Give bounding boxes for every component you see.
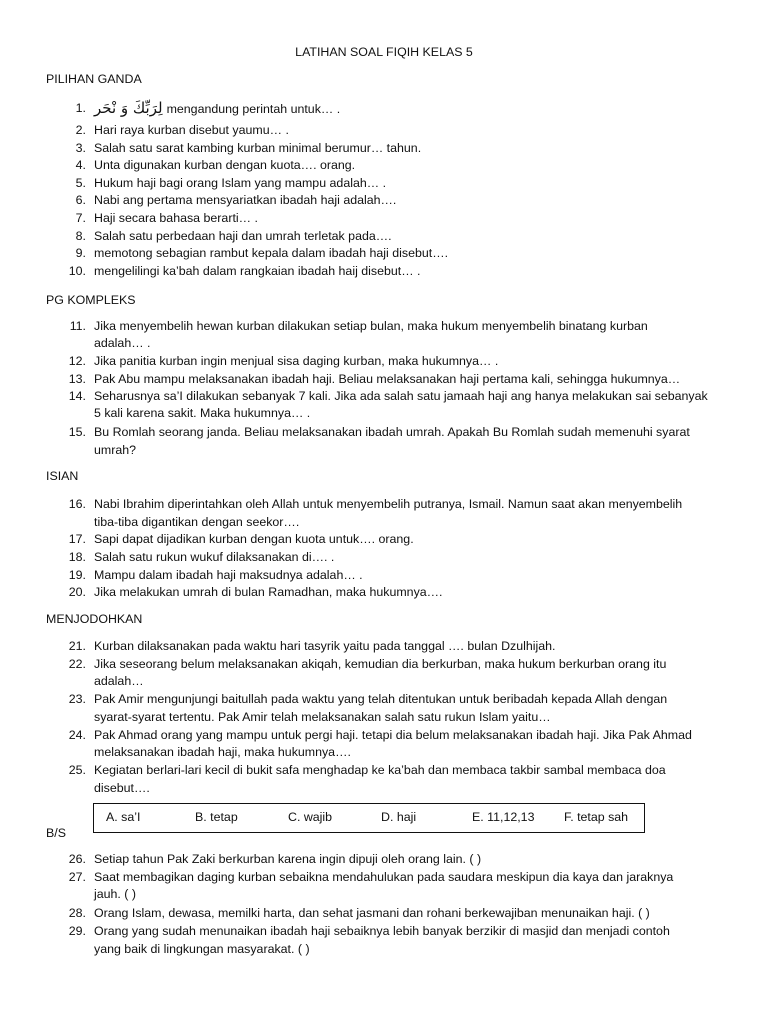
section-heading-pg-kompleks: PG KOMPLEKS bbox=[46, 293, 136, 307]
option-c: C. wajib bbox=[288, 810, 333, 824]
question-number: 26. bbox=[68, 852, 86, 866]
question-number: 8. bbox=[75, 229, 86, 243]
question-number: 16. bbox=[68, 497, 86, 511]
question-number: 6. bbox=[75, 193, 86, 207]
question-text: Salah satu perbedaan haji dan umrah terletak pada…. bbox=[94, 229, 392, 243]
question-text: Haji secara bahasa berarti… . bbox=[94, 211, 258, 225]
question-text: mengelilingi ka’bah dalam rangkaian ibadah haij disebut… . bbox=[94, 264, 421, 278]
question-text: Jika panitia kurban ingin menjual sisa daging kurban, maka hukumnya… . bbox=[94, 354, 499, 368]
question-number: 27. bbox=[68, 870, 86, 884]
question-text: Seharusnya sa’I dilakukan sebanyak 7 kali. Jika ada salah satu jamaah haji ang hanya melakukan sai sebanyak bbox=[94, 389, 708, 403]
question-text: Pak Ahmad orang yang mampu untuk pergi haji. tetapi dia belum melaksanakan ibadah haji. Jika Pak Ahmad bbox=[94, 728, 692, 742]
question-number: 15. bbox=[68, 425, 86, 439]
arabic-verse: لِرَبِّكَ وَ نْحَر bbox=[94, 99, 163, 117]
question-number: 1. bbox=[75, 101, 86, 115]
question-text: Saat membagikan daging kurban sebaikna mendahulukan pada saudara meskipun dia kaya dan jaraknya bbox=[94, 870, 674, 884]
question-text: Pak Abu mampu melaksanakan ibadah haji. Beliau melaksanakan haji pertama kali, sehingga hukumnya… bbox=[94, 372, 681, 386]
question-text: memotong sebagian rambut kepala dalam ibadah haji disebut…. bbox=[94, 246, 449, 260]
question-number: 25. bbox=[68, 763, 86, 777]
question-text: adalah… . bbox=[94, 336, 151, 350]
question-text: mengandung perintah untuk… . bbox=[166, 102, 341, 116]
question-text: Salah satu sarat kambing kurban minimal berumur… tahun. bbox=[94, 141, 422, 155]
question-text: 5 kali karena sakit. Maka hukumnya… . bbox=[94, 406, 311, 420]
question-text: Hari raya kurban disebut yaumu… . bbox=[94, 123, 289, 137]
section-heading-bs: B/S bbox=[46, 826, 66, 840]
question-number: 24. bbox=[68, 728, 86, 742]
question-number: 5. bbox=[75, 176, 86, 190]
question-text: Kurban dilaksanakan pada waktu hari tasyrik yaitu pada tanggal …. bulan Dzulhijah. bbox=[94, 639, 556, 653]
question-text: Salah satu rukun wukuf dilaksanakan di…. . bbox=[94, 550, 335, 564]
question-text: Bu Romlah seorang janda. Beliau melaksanakan ibadah umrah. Apakah Bu Romlah sudah memenuhi syarat bbox=[94, 425, 690, 439]
question-text: umrah? bbox=[94, 443, 137, 457]
option-a: A. sa’I bbox=[106, 810, 141, 824]
option-d: D. haji bbox=[381, 810, 417, 824]
answer-options-box bbox=[93, 803, 645, 833]
question-text: tiba-tiba digantikan dengan seekor…. bbox=[94, 515, 300, 529]
question-text: Mampu dalam ibadah haji maksudnya adalah… . bbox=[94, 568, 363, 582]
question-number: 4. bbox=[75, 158, 86, 172]
question-text: Jika melakukan umrah di bulan Ramadhan, maka hukumnya…. bbox=[94, 585, 443, 599]
question-text: Nabi ang pertama mensyariatkan ibadah haji adalah…. bbox=[94, 193, 397, 207]
question-number: 14. bbox=[68, 389, 86, 403]
question-text: Sapi dapat dijadikan kurban dengan kuota untuk…. orang. bbox=[94, 532, 414, 546]
question-number: 21. bbox=[68, 639, 86, 653]
question-number: 10. bbox=[68, 264, 86, 278]
question-text: Unta digunakan kurban dengan kuota…. orang. bbox=[94, 158, 356, 172]
question-text: Jika menyembelih hewan kurban dilakukan setiap bulan, maka hukum menyembelih binatang kurban bbox=[94, 319, 648, 333]
question-text: disebut…. bbox=[94, 781, 150, 795]
page-title: LATIHAN SOAL FIQIH KELAS 5 bbox=[295, 45, 473, 59]
question-number: 19. bbox=[68, 568, 86, 582]
question-text: Nabi Ibrahim diperintahkan oleh Allah untuk menyembelih putranya, Ismail. Namun saat akan menyembelih bbox=[94, 497, 683, 511]
option-b: B. tetap bbox=[195, 810, 238, 824]
question-number: 28. bbox=[68, 906, 86, 920]
question-text: jauh. ( ) bbox=[94, 887, 137, 901]
question-number: 22. bbox=[68, 657, 86, 671]
question-number: 2. bbox=[75, 123, 86, 137]
question-text: Orang Islam, dewasa, memilki harta, dan sehat jasmani dan rohani berkewajiban menunaikan haji. ( ) bbox=[94, 906, 650, 920]
section-heading-menjodohkan: MENJODOHKAN bbox=[46, 612, 143, 626]
question-number: 7. bbox=[75, 211, 86, 225]
question-text: adalah… bbox=[94, 674, 144, 688]
question-text: Hukum haji bagi orang Islam yang mampu adalah… . bbox=[94, 176, 387, 190]
section-heading-isian: ISIAN bbox=[46, 469, 79, 483]
question-text: Pak Amir mengunjungi baitullah pada waktu yang telah ditentukan untuk beribadah kepada Allah dengan bbox=[94, 692, 668, 706]
question-text: Setiap tahun Pak Zaki berkurban karena ingin dipuji oleh orang lain. ( ) bbox=[94, 852, 482, 866]
question-number: 11. bbox=[69, 319, 86, 333]
question-text: yang baik di lingkungan masyarakat. ( ) bbox=[94, 942, 310, 956]
question-number: 9. bbox=[75, 246, 86, 260]
question-number: 17. bbox=[68, 532, 86, 546]
question-text: Jika seseorang belum melaksanakan akiqah, kemudian dia berkurban, maka hukum berkurban orang itu bbox=[94, 657, 667, 671]
question-number: 29. bbox=[68, 924, 86, 938]
question-number: 12. bbox=[68, 354, 86, 368]
question-text: syarat-syarat tertentu. Pak Amir telah melaksanakan salah satu rukun Islam yaitu… bbox=[94, 710, 551, 724]
question-text: melaksanakan ibadah haji, maka hukumnya…. bbox=[94, 745, 351, 759]
question-number: 13. bbox=[68, 372, 86, 386]
question-number: 3. bbox=[75, 141, 86, 155]
question-text: Kegiatan berlari-lari kecil di bukit safa menghadap ke ka’bah dan membaca takbir sambal membaca doa bbox=[94, 763, 666, 777]
question-number: 23. bbox=[68, 692, 86, 706]
option-f: F. tetap sah bbox=[564, 810, 629, 824]
question-number: 18. bbox=[68, 550, 86, 564]
question-text: Orang yang sudah menunaikan ibadah haji sebaiknya lebih banyak berzikir di masjid dan menjadi contoh bbox=[94, 924, 670, 938]
option-e: E. 11,12,13 bbox=[472, 810, 535, 824]
question-number: 20. bbox=[68, 585, 86, 599]
section-heading-pilihan-ganda: PILIHAN GANDA bbox=[46, 72, 142, 86]
